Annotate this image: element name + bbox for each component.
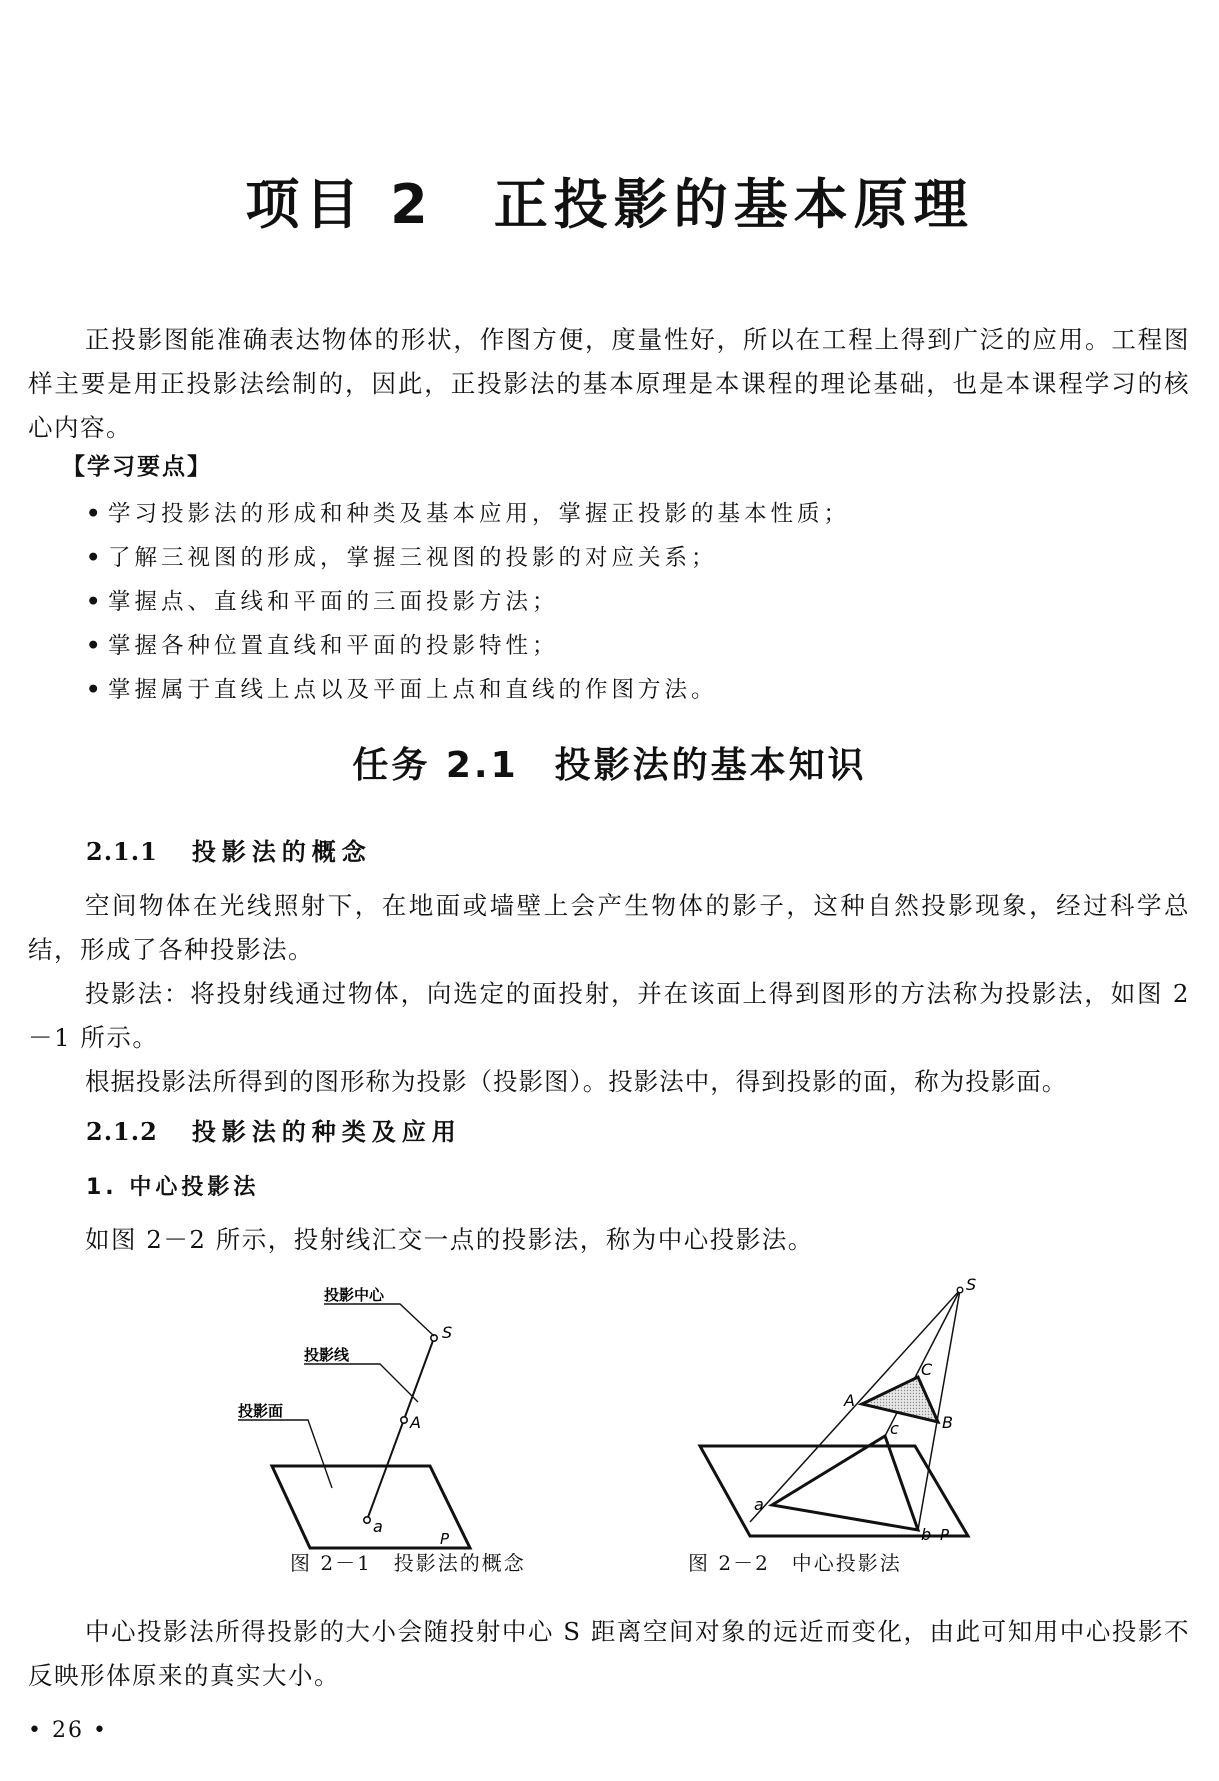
- list-item: • 了解三视图的形成，掌握三视图的投影的对应关系；: [86, 536, 1186, 580]
- figure-projection-concept: [220, 1278, 526, 1578]
- label-P: P: [440, 1530, 450, 1548]
- subsection-heading: 1. 中心投影法: [86, 1175, 260, 1200]
- key-points-heading: 【学习要点】: [62, 454, 212, 480]
- label-P: P: [940, 1526, 950, 1544]
- bullet-icon: •: [86, 633, 105, 659]
- chapter-title: [0, 170, 1219, 240]
- point-A-marker: [401, 1417, 407, 1423]
- page-number: • 26 •: [28, 1718, 108, 1743]
- bullet-icon: •: [86, 589, 105, 615]
- section-number: 2.1.2: [86, 1117, 158, 1146]
- label-c: c: [890, 1419, 899, 1438]
- label-a: a: [373, 1517, 383, 1536]
- section-title: 投影法的种类及应用: [191, 1118, 462, 1146]
- label-A: A: [410, 1413, 421, 1432]
- triangle-ABC: [862, 1377, 938, 1422]
- task-name: 投影法的基本知识: [554, 745, 867, 786]
- list-item: • 学习投影法的形成和种类及基本应用，掌握正投影的基本性质；: [86, 492, 1186, 536]
- list-item: • 掌握各种位置直线和平面的投影特性；: [86, 624, 1186, 668]
- leader-plane: [238, 1420, 332, 1488]
- projection-ray: [367, 1338, 434, 1520]
- label-projection-plane: 投影面: [238, 1402, 284, 1420]
- label-projection-center: 投影中心: [324, 1286, 385, 1304]
- intro-paragraph: 正投影图能准确表达物体的形状，作图方便，度量性好，所以在工程上得到广泛的应用。工程图样主要是用正投影法绘制的，因此，正投影法的基本原理是本课程的理论基础，也是本课程学习的核心内容。: [28, 325, 1190, 442]
- projection-plane-shape: [700, 1446, 968, 1536]
- section-title: 投影法的概念: [191, 838, 372, 866]
- label-B: B: [942, 1413, 953, 1432]
- section-number: 2.1.1: [86, 837, 158, 866]
- key-points-list: [86, 492, 1186, 712]
- label-projection-line: 投影线: [304, 1346, 350, 1364]
- label-a: a: [754, 1495, 764, 1514]
- section-2-paragraph: 如图 2－2 所示，投射线汇交一点的投影法，称为中心投影法。: [85, 1225, 814, 1254]
- section-1-paragraph-2: 投影法：将投射线通过物体，向选定的面投射，并在该面上得到图形的方法称为投影法，如图 2－1 所示。: [28, 979, 1190, 1052]
- section-1-paragraph-3: 根据投影法所得到的图形称为投影（投影图）。投影法中，得到投影的面，称为投影面。: [85, 1067, 1068, 1096]
- label-S: S: [966, 1278, 977, 1294]
- task-label: 任务 2.1: [352, 745, 519, 786]
- section-heading: [86, 1112, 462, 1152]
- leader-line: [304, 1364, 418, 1402]
- task-title: [0, 740, 1219, 792]
- list-item: • 掌握属于直线上点以及平面上点和直线的作图方法。: [86, 668, 1186, 712]
- chapter-label: 项目 2: [245, 173, 434, 236]
- bullet-icon: •: [86, 501, 105, 527]
- figure-caption: 图 2－2 中心投影法: [688, 1551, 902, 1575]
- bullet-icon: •: [86, 545, 105, 571]
- label-A: A: [844, 1391, 855, 1410]
- point-S-marker: [957, 1287, 963, 1293]
- figure-central-projection: [690, 1278, 990, 1578]
- label-b: b: [921, 1525, 932, 1544]
- label-S: S: [442, 1323, 453, 1342]
- label-C: C: [921, 1360, 933, 1379]
- section-heading: [86, 832, 372, 872]
- chapter-name: 正投影的基本原理: [493, 173, 974, 236]
- closing-paragraph: 中心投影法所得投影的大小会随投射中心 S 距离空间对象的远近而变化，由此可知用中心投影不反映形体原来的真实大小。: [28, 1617, 1190, 1690]
- list-item: • 掌握点、直线和平面的三面投影方法；: [86, 580, 1186, 624]
- figure-central-projection-drawing: [690, 1278, 990, 1578]
- point-a-marker: [364, 1517, 370, 1523]
- triangle-abc: [772, 1436, 918, 1530]
- figure-projection-concept-drawing: [220, 1278, 520, 1578]
- leader-center: [324, 1304, 434, 1336]
- section-1-paragraph-1: 空间物体在光线照射下，在地面或墙壁上会产生物体的影子，这种自然投影现象，经过科学总结，形成了各种投影法。: [28, 891, 1190, 964]
- bullet-icon: •: [86, 677, 105, 703]
- figure-caption: 图 2－1 投影法的概念: [290, 1551, 526, 1575]
